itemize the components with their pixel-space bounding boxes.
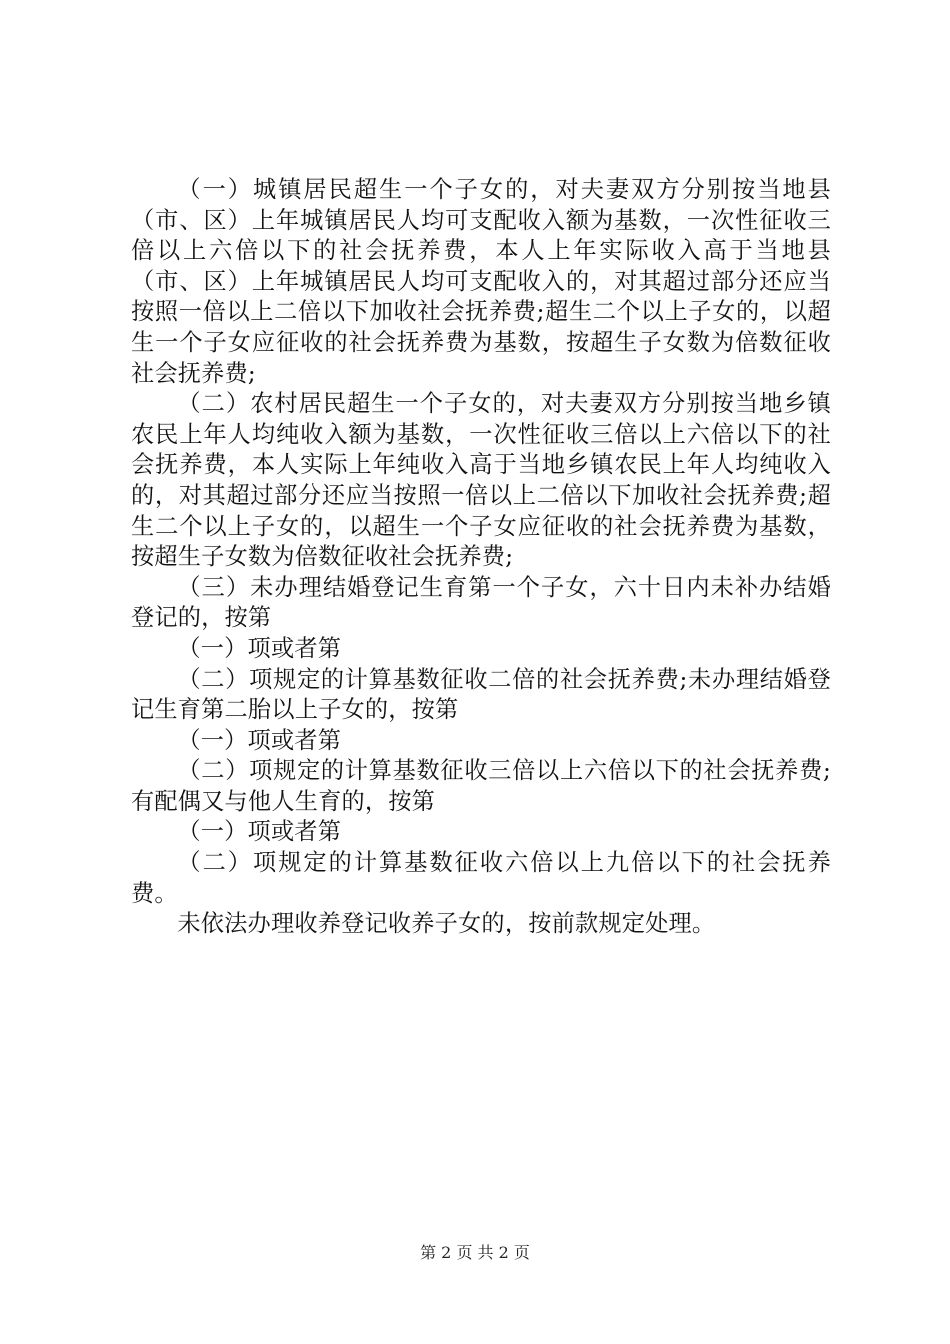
paragraph-rural-residents: （二）农村居民超生一个子女的，对夫妻双方分别按当地乡镇农民上年人均纯收入额为基数，一次性征收三倍以上六倍以下的社会抚养费，本人实际上年纯收入高于当地乡镇农民上年人均纯收入的，对其超过部分还应当按照一倍以上二倍以下加收社会抚养费;超生二个以上子女的，以超生一个子女应征收的社会抚养费为基数，按超生子女数为倍数征收社会抚养费; <box>131 390 831 571</box>
paragraph-triple-fee: （二）项规定的计算基数征收三倍以上六倍以下的社会抚养费;有配偶又与他人生育的，按第 <box>131 757 831 815</box>
document-body <box>131 175 831 940</box>
paragraph-item-reference: （一）项或者第 <box>177 818 342 846</box>
paragraph-six-fold-fee: （二）项规定的计算基数征收六倍以上九倍以下的社会抚养费。 <box>131 849 831 907</box>
paragraph-unregistered-marriage: （三）未办理结婚登记生育第一个子女，六十日内未补办结婚登记的，按第 <box>131 573 831 632</box>
paragraph-item-reference: （一）项或者第 <box>177 634 342 662</box>
paragraph-item-reference: （一）项或者第 <box>177 726 342 754</box>
paragraph-double-fee: （二）项规定的计算基数征收二倍的社会抚养费;未办理结婚登记生育第二胎以上子女的，按第 <box>131 665 831 724</box>
paragraph-urban-residents: （一）城镇居民超生一个子女的，对夫妻双方分别按当地县（市、区）上年城镇居民人均可支配收入额为基数，一次性征收三倍以上六倍以下的社会抚养费，本人上年实际收入高于当地县（市、区）上年城镇居民人均可支配收入的，对其超过部分还应当按照一倍以上二倍以下加收社会抚养费;超生二个以上子女的，以超生一个子女应征收的社会抚养费为基数，按超生子女数为倍数征收社会抚养费; <box>131 176 831 387</box>
paragraph-adoption: 未依法办理收养登记收养子女的，按前款规定处理。 <box>177 910 716 938</box>
page-number-footer: 第 2 页 共 2 页 <box>420 1243 530 1262</box>
